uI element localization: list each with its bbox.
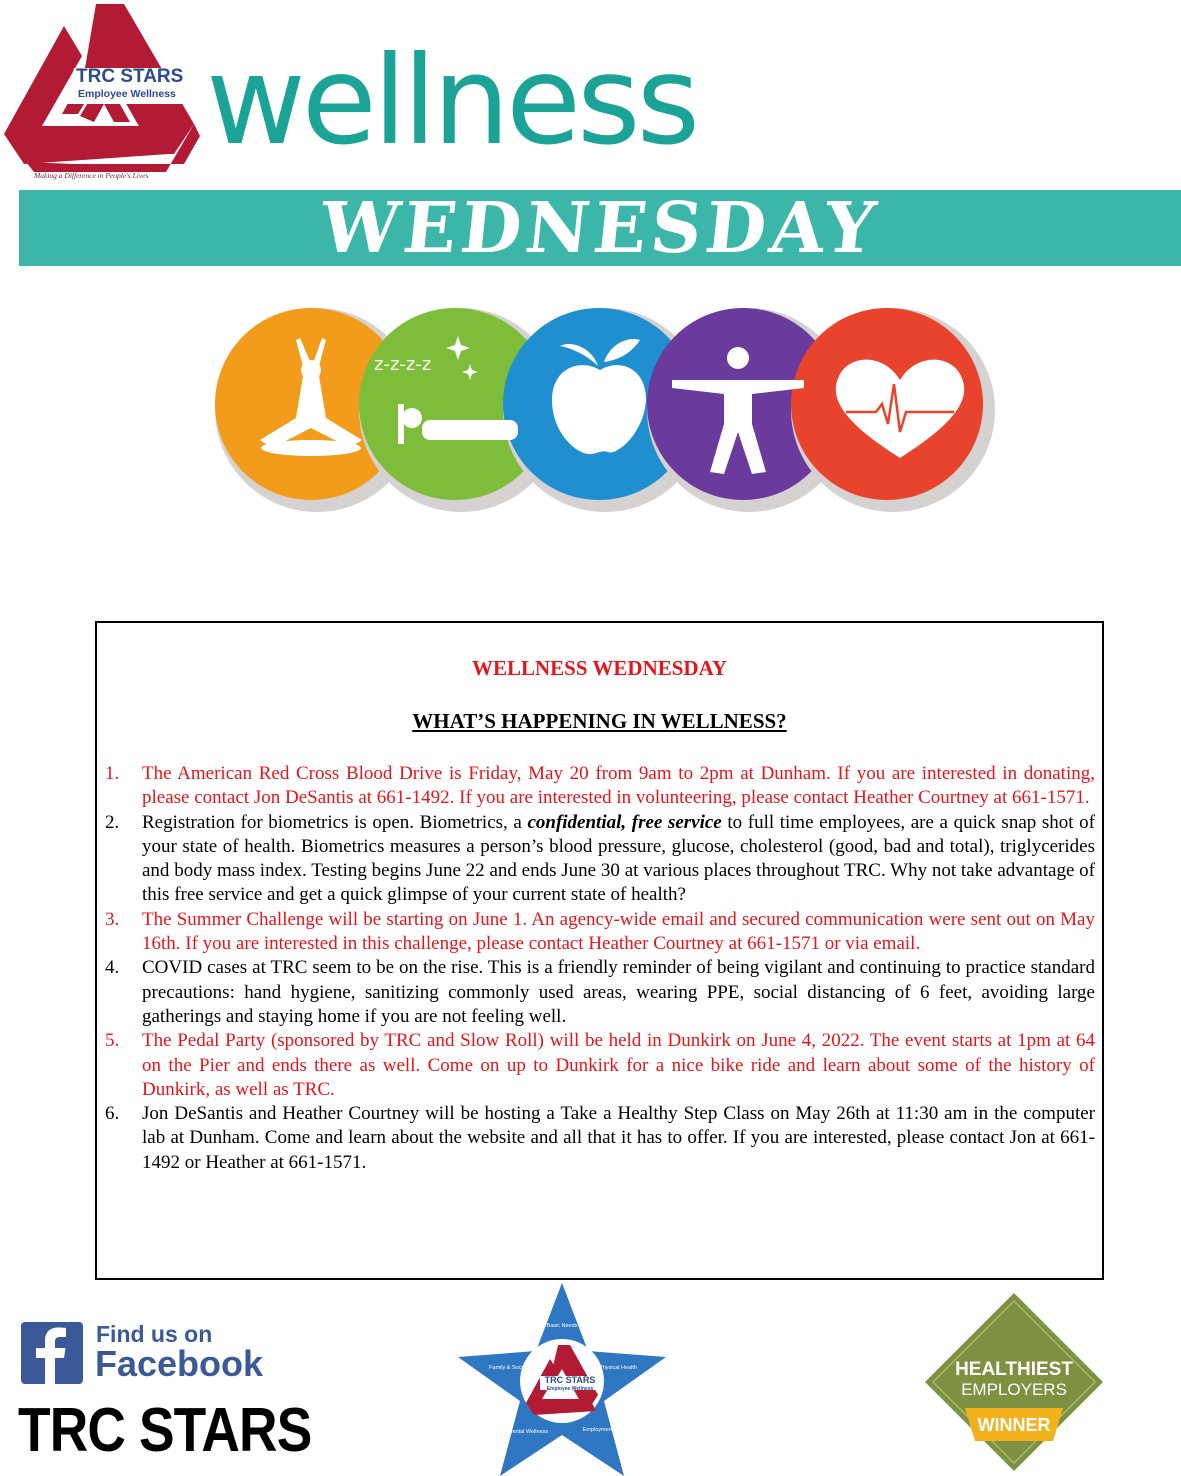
item-text: Jon DeSantis and Heather Courtney will be hosting a Take a Healthy Step Class on May 26th at 11:30 am in the computer lab at Dunham. Come and learn about the website and all that it has to offer. If you are interested, please contact Jon at 661-1492 or Heather at 661-1571.: [142, 1103, 1095, 1173]
list-item: [105, 956, 1095, 1029]
wellness-notice-box: [95, 621, 1104, 1280]
facebook-icon[interactable]: [21, 1322, 83, 1384]
notice-subheading: WHAT’S HAPPENING IN WELLNESS?: [412, 709, 787, 733]
list-item: [105, 811, 1095, 908]
wellness-icons-row: [200, 300, 1000, 518]
item-number: 5.: [105, 1030, 120, 1052]
star-point-mental-wellness: Mental Wellness: [507, 1429, 549, 1435]
stars-program-star: [458, 1283, 666, 1476]
wellness-wordmark: wellness: [206, 30, 697, 172]
notice-heading: WELLNESS WEDNESDAY: [471, 656, 727, 680]
item-number: 1.: [105, 763, 120, 784]
facebook-line2[interactable]: Facebook: [95, 1343, 264, 1384]
list-item: [105, 1102, 1095, 1175]
logo-title: TRC STARS: [76, 66, 184, 87]
star-point-basic-needs: Basic Needs: [546, 1323, 578, 1329]
facebook-line1[interactable]: Find us on: [96, 1321, 213, 1347]
announcement-list: [105, 762, 1095, 1175]
item-text-start: Registration for biometrics is open. Biometrics, a: [142, 811, 528, 833]
star-point-employment: Employment: [582, 1427, 614, 1433]
item-text: The Summer Challenge will be starting on June 1. An agency-wide email and secured communication were sent out on May 16th. If you are interested in this challenge, please contact Heather Courtney at 661-1571 or via email.: [142, 908, 1095, 955]
badge-line2: EMPLOYERS: [961, 1380, 1067, 1399]
star-point-family-social: Family & Social: [489, 1365, 527, 1371]
list-item: [105, 1029, 1095, 1102]
list-item: [105, 908, 1095, 957]
item-text: The Pedal Party (sponsored by TRC and Slow Roll) will be held in Dunkirk on June 4, 2022. The event starts at 1pm at 64 on the Pier and ends there as well. Come on up to Dunkirk for a nice bike ride and learn about some of the history of Dunkirk, as well as TRC.: [142, 1030, 1095, 1100]
star-center-title: TRC STARS: [544, 1375, 596, 1385]
star-center-subtitle: Employee Wellness: [546, 1386, 594, 1392]
badge-ribbon: WINNER: [977, 1415, 1051, 1435]
org-name: TRC STARS: [18, 1396, 312, 1465]
logo-tagline: Making a Difference in People's Lives: [34, 171, 149, 180]
item-emphasis: confidential, free service: [527, 811, 722, 833]
wednesday-banner: [19, 186, 1181, 269]
list-item: [105, 762, 1095, 811]
healthiest-employers-badge: [925, 1293, 1103, 1471]
logo-subtitle: Employee Wellness: [78, 88, 176, 100]
badge-line1: HEALTHIEST: [955, 1359, 1073, 1380]
banner-title: WEDNESDAY: [316, 186, 884, 269]
item-number: 6.: [105, 1103, 120, 1125]
star-point-physical-health: Physical Health: [599, 1365, 637, 1371]
item-number: 3.: [105, 908, 120, 930]
item-text: The American Red Cross Blood Drive is Friday, May 20 from 9am to 2pm at Dunham. If you are interested in donating, please contact Jon DeSantis at 661-1492. If you are interested in volunteering, please contact Heather Courtney at 661-1571.: [142, 763, 1095, 809]
svg-text:z-z-z-z: z-z-z-z: [374, 354, 432, 375]
item-number: 2.: [105, 811, 120, 833]
item-text: COVID cases at TRC seem to be on the rise. This is a friendly reminder of being vigilant and continuing to practice standard precautions: hand hygiene, sanitizing commonly used areas, wearing PPE, social distancing of 6 feet, avoiding large gatherings and staying home if you are not feeling well.: [142, 957, 1095, 1027]
item-number: 4.: [105, 957, 120, 979]
item-text-end: to full time employees, are a quick snap shot of your state of health. Biometrics measures a person’s blood pressure, glucose, cholesterol (good, bad and total), triglycerides and body mass index. Testing begins June 22 and ends June 30 at various places throughout TRC. Why not take advantage of this free service and get a quick glimpse of your current state of health?: [142, 811, 1095, 906]
facebook-f-glyph: [21, 1322, 83, 1384]
